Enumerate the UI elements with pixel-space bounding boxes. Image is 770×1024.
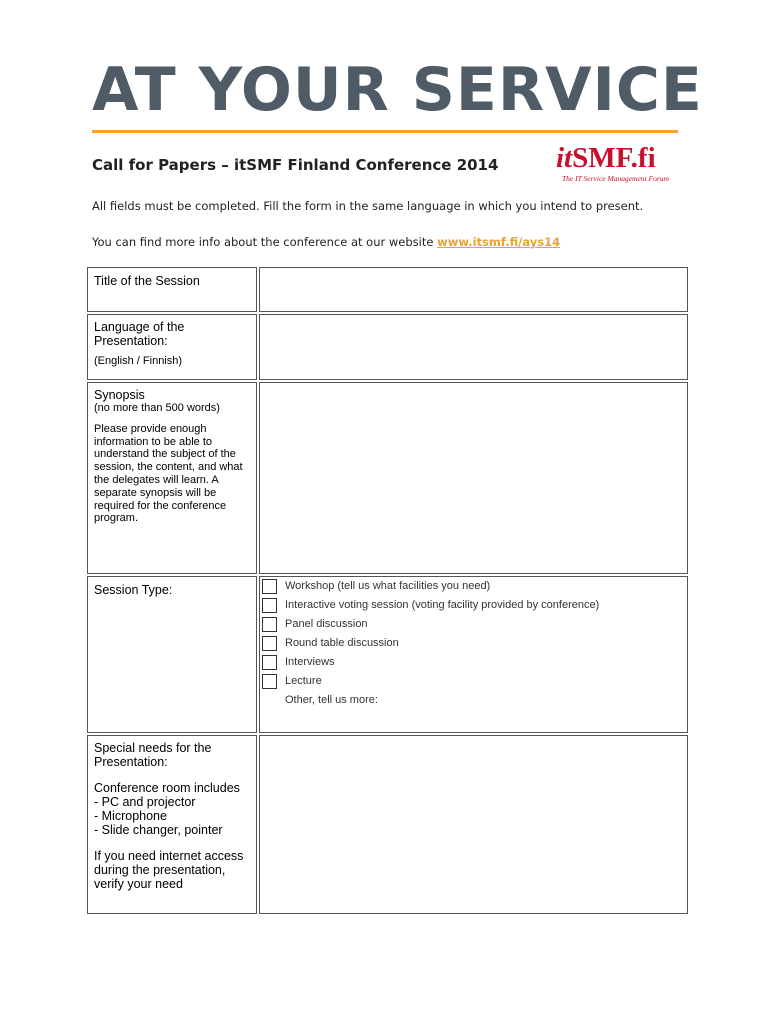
website-info-text: You can find more info about the conference at our website [92, 235, 438, 249]
language-label-cell [87, 314, 257, 380]
option-label: Lecture [285, 675, 322, 687]
title-input[interactable] [259, 267, 688, 312]
special-needs-label: Special needs for the Presentation: [94, 741, 212, 769]
session-option-round-table[interactable] [262, 636, 682, 653]
option-label: Interviews [285, 656, 335, 668]
title-label: Title of the Session [94, 274, 200, 288]
room-include-item: - Microphone [94, 809, 167, 823]
option-label: Workshop (tell us what facilities you need) [285, 580, 491, 592]
room-includes-title: Conference room includes [94, 781, 240, 795]
checkbox[interactable] [262, 674, 277, 689]
special-needs-label-cell [87, 735, 257, 914]
session-option-voting[interactable] [262, 598, 682, 615]
synopsis-input[interactable] [259, 382, 688, 574]
banner-title: AT YOUR SERVICE [92, 55, 703, 125]
language-hint: (English / Finnish) [94, 355, 183, 367]
session-option-interviews[interactable] [262, 655, 682, 672]
accent-rule [92, 130, 678, 133]
checkbox[interactable] [262, 579, 277, 594]
language-label: Language of the Presentation: [94, 320, 185, 348]
logo-smf: SMF.fi [572, 142, 656, 174]
website-info [92, 235, 560, 249]
synopsis-label: Synopsis [94, 388, 145, 402]
room-include-item: - PC and projector [94, 795, 196, 809]
session-option-panel[interactable] [262, 617, 682, 634]
checkbox[interactable] [262, 636, 277, 651]
synopsis-help: Please provide enough information to be able to understand the subject of the session, the content, and what the delegates will learn. A separate synopsis will be required for the conference program. [94, 422, 243, 525]
session-option-lecture[interactable] [262, 674, 682, 691]
session-type-label: Session Type: [94, 583, 173, 597]
synopsis-label-cell [87, 382, 257, 574]
logo-it: it [556, 142, 573, 174]
language-input[interactable] [259, 314, 688, 380]
synopsis-limit: (no more than 500 words) [94, 402, 220, 414]
session-option-workshop[interactable] [262, 579, 682, 596]
room-include-item: - Slide changer, pointer [94, 823, 223, 837]
checkbox[interactable] [262, 655, 277, 670]
other-session-label: Other, tell us more: [285, 694, 378, 706]
instructions-text: All fields must be completed. Fill the form in the same language in which you intend to present. [92, 199, 644, 213]
title-label-cell [87, 267, 257, 312]
page-title: Call for Papers – itSMF Finland Conference 2014 [92, 156, 499, 174]
internet-note: If you need internet access during the presentation, verify your need [94, 849, 244, 891]
logo-tagline: The IT Service Management Forum [562, 174, 669, 183]
itsmf-logo [556, 142, 686, 188]
checkbox[interactable] [262, 598, 277, 613]
website-link[interactable]: www.itsmf.fi/ays14 [437, 235, 561, 249]
option-label: Round table discussion [285, 637, 399, 649]
session-type-label-cell [87, 576, 257, 733]
checkbox[interactable] [262, 617, 277, 632]
option-label: Panel discussion [285, 618, 368, 630]
special-needs-input[interactable] [259, 735, 688, 914]
option-label: Interactive voting session (voting facility provided by conference) [285, 599, 600, 611]
